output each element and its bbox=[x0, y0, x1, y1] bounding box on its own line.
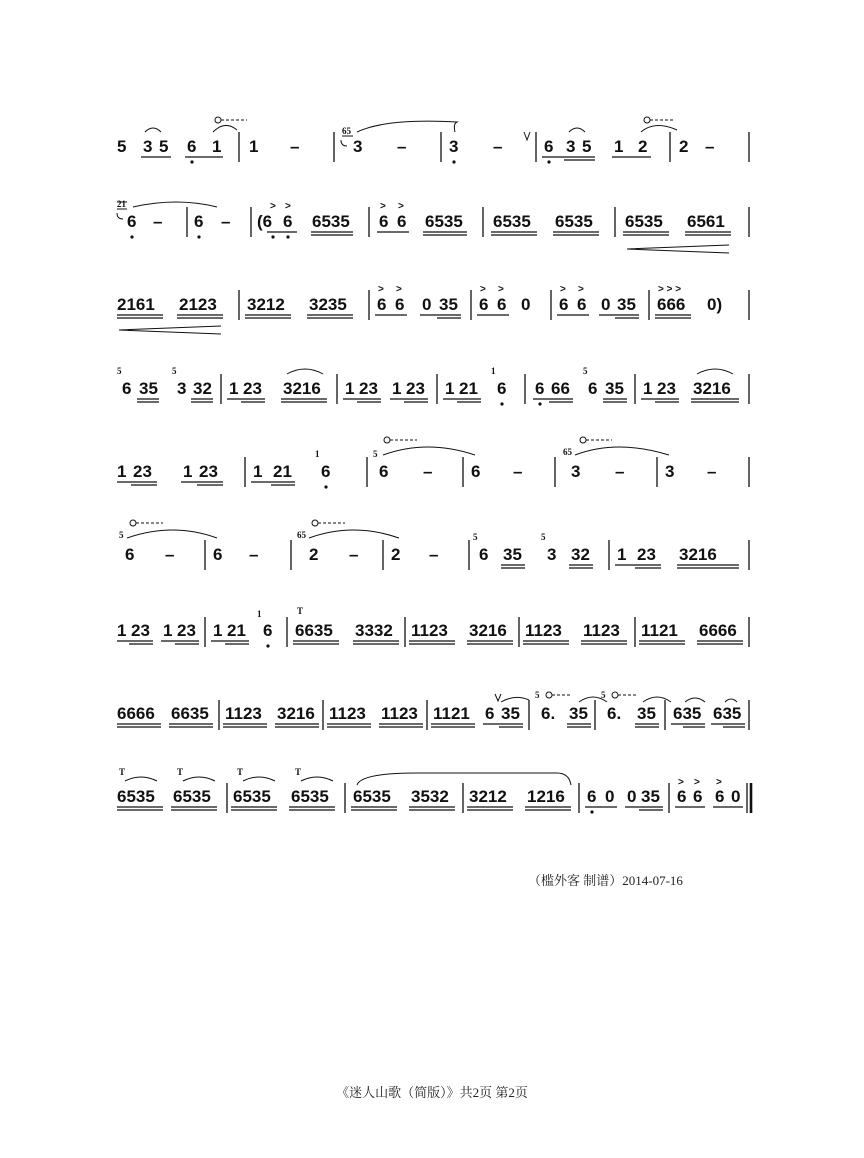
svg-text:1: 1 bbox=[643, 379, 653, 398]
notation-row-9 bbox=[117, 767, 757, 835]
svg-text:35: 35 bbox=[501, 704, 520, 723]
svg-text:3216: 3216 bbox=[469, 621, 507, 640]
svg-text:–: – bbox=[513, 462, 523, 481]
svg-text:1: 1 bbox=[163, 621, 173, 640]
svg-text:23: 23 bbox=[657, 379, 676, 398]
svg-text:3216: 3216 bbox=[693, 379, 731, 398]
svg-text:0: 0 bbox=[422, 295, 432, 314]
svg-text:5: 5 bbox=[117, 366, 122, 376]
svg-text:–: – bbox=[423, 462, 433, 481]
svg-text:1: 1 bbox=[617, 545, 627, 564]
svg-text:5: 5 bbox=[535, 690, 540, 700]
svg-text:65: 65 bbox=[342, 126, 351, 136]
svg-text:T: T bbox=[237, 767, 244, 777]
svg-text:6635: 6635 bbox=[171, 704, 209, 723]
svg-text:35: 35 bbox=[439, 295, 458, 314]
svg-text:1: 1 bbox=[183, 462, 193, 481]
svg-text:35: 35 bbox=[605, 379, 624, 398]
svg-text:6: 6 bbox=[544, 137, 554, 156]
svg-text:66: 66 bbox=[551, 379, 570, 398]
svg-text:6535: 6535 bbox=[312, 212, 350, 231]
svg-text:6: 6 bbox=[715, 787, 725, 806]
svg-text:6: 6 bbox=[497, 379, 507, 398]
arranger-credit: （槛外客 制谱）2014-07-16 bbox=[528, 873, 683, 888]
svg-text:T: T bbox=[295, 767, 302, 777]
notation-row-2 bbox=[117, 193, 757, 253]
svg-text:1: 1 bbox=[212, 137, 222, 156]
svg-text:65: 65 bbox=[297, 530, 306, 540]
svg-text:0: 0 bbox=[601, 295, 611, 314]
svg-text:0: 0 bbox=[627, 787, 637, 806]
svg-text:3: 3 bbox=[566, 137, 576, 156]
svg-text:635: 635 bbox=[713, 704, 742, 723]
svg-text:1123: 1123 bbox=[583, 621, 620, 640]
svg-text:5: 5 bbox=[117, 137, 127, 156]
svg-text:–: – bbox=[397, 137, 407, 156]
svg-text:3532: 3532 bbox=[411, 787, 449, 806]
svg-text:5: 5 bbox=[119, 530, 124, 540]
svg-text:3: 3 bbox=[547, 545, 557, 564]
svg-text:5: 5 bbox=[541, 532, 546, 542]
svg-text:–: – bbox=[165, 545, 175, 564]
svg-text:6: 6 bbox=[213, 545, 223, 564]
score-row bbox=[117, 767, 752, 835]
svg-text:>: > bbox=[396, 284, 402, 295]
svg-text:>: > bbox=[498, 284, 504, 295]
svg-text:>: > bbox=[578, 284, 584, 295]
svg-text:1123: 1123 bbox=[225, 704, 262, 723]
svg-text:65: 65 bbox=[563, 447, 572, 457]
svg-text:1121: 1121 bbox=[433, 704, 470, 723]
svg-text:3: 3 bbox=[571, 462, 581, 481]
svg-text:6: 6 bbox=[535, 379, 545, 398]
svg-text:32: 32 bbox=[193, 379, 212, 398]
svg-text:1: 1 bbox=[213, 621, 223, 640]
svg-text:>: > bbox=[560, 284, 566, 295]
svg-text:6: 6 bbox=[588, 379, 598, 398]
svg-text:21: 21 bbox=[459, 379, 478, 398]
score-row bbox=[117, 360, 752, 420]
svg-text:6: 6 bbox=[379, 462, 389, 481]
score-row bbox=[117, 276, 752, 336]
svg-text:–: – bbox=[249, 545, 259, 564]
svg-text:3: 3 bbox=[143, 137, 153, 156]
svg-text:T: T bbox=[119, 767, 126, 777]
svg-text:32: 32 bbox=[571, 545, 590, 564]
svg-text:2: 2 bbox=[638, 137, 648, 156]
svg-text:>: > bbox=[480, 284, 486, 295]
svg-text:6: 6 bbox=[693, 787, 703, 806]
svg-text:6: 6 bbox=[263, 621, 273, 640]
svg-text:5: 5 bbox=[172, 366, 177, 376]
svg-text:1121: 1121 bbox=[641, 621, 678, 640]
svg-text:T: T bbox=[177, 767, 184, 777]
svg-text:0: 0 bbox=[521, 295, 531, 314]
svg-text:1: 1 bbox=[117, 621, 127, 640]
svg-text:21: 21 bbox=[117, 199, 126, 209]
svg-text:1: 1 bbox=[614, 137, 624, 156]
svg-text:6: 6 bbox=[397, 212, 407, 231]
svg-text:5: 5 bbox=[473, 532, 478, 542]
svg-text:5: 5 bbox=[583, 366, 588, 376]
notation-row-3 bbox=[117, 276, 757, 336]
svg-text:1: 1 bbox=[315, 449, 320, 459]
svg-text:–: – bbox=[290, 137, 300, 156]
svg-text:6: 6 bbox=[479, 545, 489, 564]
svg-text:–: – bbox=[615, 462, 625, 481]
svg-text:>: > bbox=[716, 777, 722, 788]
svg-text:35: 35 bbox=[139, 379, 158, 398]
svg-text:3: 3 bbox=[177, 379, 187, 398]
svg-text:3332: 3332 bbox=[355, 621, 393, 640]
svg-text:6: 6 bbox=[194, 212, 204, 231]
svg-text:1123: 1123 bbox=[381, 704, 418, 723]
notation-row-4 bbox=[117, 360, 757, 420]
svg-text:3216: 3216 bbox=[283, 379, 321, 398]
svg-text:6535: 6535 bbox=[425, 212, 463, 231]
svg-text:1123: 1123 bbox=[525, 621, 562, 640]
score-row bbox=[117, 692, 752, 752]
svg-text:5: 5 bbox=[601, 690, 606, 700]
svg-text:6: 6 bbox=[497, 295, 507, 314]
svg-text:–: – bbox=[493, 137, 503, 156]
svg-text:23: 23 bbox=[637, 545, 656, 564]
svg-text:6: 6 bbox=[377, 295, 387, 314]
svg-text:0): 0) bbox=[707, 295, 723, 314]
svg-text:1216: 1216 bbox=[527, 787, 565, 806]
svg-text:6535: 6535 bbox=[555, 212, 593, 231]
svg-text:>: > bbox=[678, 777, 684, 788]
svg-text:>: > bbox=[694, 777, 700, 788]
svg-text:>: > bbox=[285, 201, 291, 212]
svg-text:–: – bbox=[707, 462, 717, 481]
svg-text:35: 35 bbox=[637, 704, 656, 723]
svg-text:635: 635 bbox=[673, 704, 702, 723]
svg-text:T: T bbox=[297, 606, 304, 616]
svg-text:6561: 6561 bbox=[687, 212, 725, 231]
svg-text:35: 35 bbox=[569, 704, 588, 723]
svg-text:6: 6 bbox=[577, 295, 587, 314]
svg-text:23: 23 bbox=[359, 379, 378, 398]
svg-text:23: 23 bbox=[133, 462, 152, 481]
notation-row-8 bbox=[117, 692, 757, 752]
svg-text:5: 5 bbox=[582, 137, 592, 156]
svg-text:3216: 3216 bbox=[679, 545, 717, 564]
svg-text:3235: 3235 bbox=[309, 295, 347, 314]
svg-text:6: 6 bbox=[283, 212, 293, 231]
svg-text:23: 23 bbox=[177, 621, 196, 640]
svg-text:1: 1 bbox=[345, 379, 355, 398]
notation-row-1 bbox=[117, 110, 757, 170]
svg-text:>: > bbox=[378, 284, 384, 295]
svg-text:6: 6 bbox=[127, 212, 137, 231]
svg-text:6: 6 bbox=[379, 212, 389, 231]
svg-text:1: 1 bbox=[229, 379, 239, 398]
svg-text:3216: 3216 bbox=[277, 704, 315, 723]
score-row bbox=[117, 606, 752, 669]
svg-text:1: 1 bbox=[491, 366, 496, 376]
score-row bbox=[117, 110, 752, 170]
page-footer: 《迷人山歌（简版）》共2页 第2页 bbox=[336, 1085, 528, 1100]
svg-text:–: – bbox=[221, 212, 231, 231]
svg-text:3: 3 bbox=[665, 462, 675, 481]
svg-text:1123: 1123 bbox=[411, 621, 448, 640]
svg-text:23: 23 bbox=[243, 379, 262, 398]
svg-text:–: – bbox=[429, 545, 439, 564]
svg-text:6: 6 bbox=[471, 462, 481, 481]
svg-text:3212: 3212 bbox=[469, 787, 507, 806]
svg-text:2161: 2161 bbox=[117, 295, 155, 314]
svg-text:>: > bbox=[270, 201, 276, 212]
svg-text:1: 1 bbox=[249, 137, 259, 156]
svg-text:3: 3 bbox=[353, 137, 363, 156]
svg-text:1123: 1123 bbox=[329, 704, 366, 723]
svg-text:21: 21 bbox=[227, 621, 246, 640]
svg-text:6: 6 bbox=[479, 295, 489, 314]
svg-text:35: 35 bbox=[503, 545, 522, 564]
notation-row-7 bbox=[117, 606, 757, 669]
svg-text:6: 6 bbox=[559, 295, 569, 314]
svg-text:5: 5 bbox=[159, 137, 169, 156]
svg-text:6666: 6666 bbox=[699, 621, 737, 640]
svg-text:6635: 6635 bbox=[295, 621, 333, 640]
svg-text:6535: 6535 bbox=[173, 787, 211, 806]
svg-text:2: 2 bbox=[679, 137, 689, 156]
svg-text:23: 23 bbox=[406, 379, 425, 398]
svg-text:(6: (6 bbox=[257, 212, 273, 231]
svg-text:6535: 6535 bbox=[353, 787, 391, 806]
svg-text:6: 6 bbox=[395, 295, 405, 314]
svg-text:666: 666 bbox=[657, 295, 686, 314]
svg-text:0: 0 bbox=[731, 787, 741, 806]
svg-text:35: 35 bbox=[617, 295, 636, 314]
notation-row-5 bbox=[117, 443, 757, 503]
svg-text:–: – bbox=[153, 212, 163, 231]
svg-text:6535: 6535 bbox=[625, 212, 663, 231]
svg-text:6: 6 bbox=[122, 379, 132, 398]
svg-text:1: 1 bbox=[257, 609, 262, 619]
svg-text:6535: 6535 bbox=[233, 787, 271, 806]
svg-text:6535: 6535 bbox=[117, 787, 155, 806]
svg-text:23: 23 bbox=[131, 621, 150, 640]
svg-text:2: 2 bbox=[309, 545, 319, 564]
svg-text:3: 3 bbox=[449, 137, 459, 156]
svg-text:23: 23 bbox=[199, 462, 218, 481]
score-row bbox=[117, 443, 752, 503]
svg-text:>: > bbox=[380, 201, 386, 212]
svg-text:6535: 6535 bbox=[291, 787, 329, 806]
svg-text:1: 1 bbox=[117, 462, 127, 481]
svg-text:>: > bbox=[398, 201, 404, 212]
svg-text:1: 1 bbox=[445, 379, 455, 398]
svg-text:2123: 2123 bbox=[179, 295, 217, 314]
svg-text:6: 6 bbox=[587, 787, 597, 806]
svg-text:35: 35 bbox=[641, 787, 660, 806]
svg-text:–: – bbox=[349, 545, 359, 564]
svg-text:1: 1 bbox=[392, 379, 402, 398]
svg-text:2: 2 bbox=[391, 545, 401, 564]
svg-text:–: – bbox=[705, 137, 715, 156]
svg-text:3212: 3212 bbox=[247, 295, 285, 314]
svg-text:5: 5 bbox=[373, 449, 378, 459]
score-row bbox=[117, 193, 752, 253]
svg-text:6.: 6. bbox=[541, 704, 556, 723]
svg-text:6.: 6. bbox=[607, 704, 622, 723]
svg-text:> > >: > > > bbox=[658, 284, 682, 295]
svg-text:6: 6 bbox=[485, 704, 495, 723]
svg-text:6: 6 bbox=[187, 137, 197, 156]
svg-text:21: 21 bbox=[273, 462, 292, 481]
svg-text:6: 6 bbox=[321, 462, 331, 481]
notation-row-6 bbox=[117, 526, 757, 586]
svg-text:6666: 6666 bbox=[117, 704, 155, 723]
score-row bbox=[117, 526, 752, 586]
svg-text:0: 0 bbox=[605, 787, 615, 806]
svg-text:1: 1 bbox=[253, 462, 263, 481]
svg-text:6535: 6535 bbox=[493, 212, 531, 231]
svg-text:6: 6 bbox=[125, 545, 135, 564]
svg-text:6: 6 bbox=[677, 787, 687, 806]
